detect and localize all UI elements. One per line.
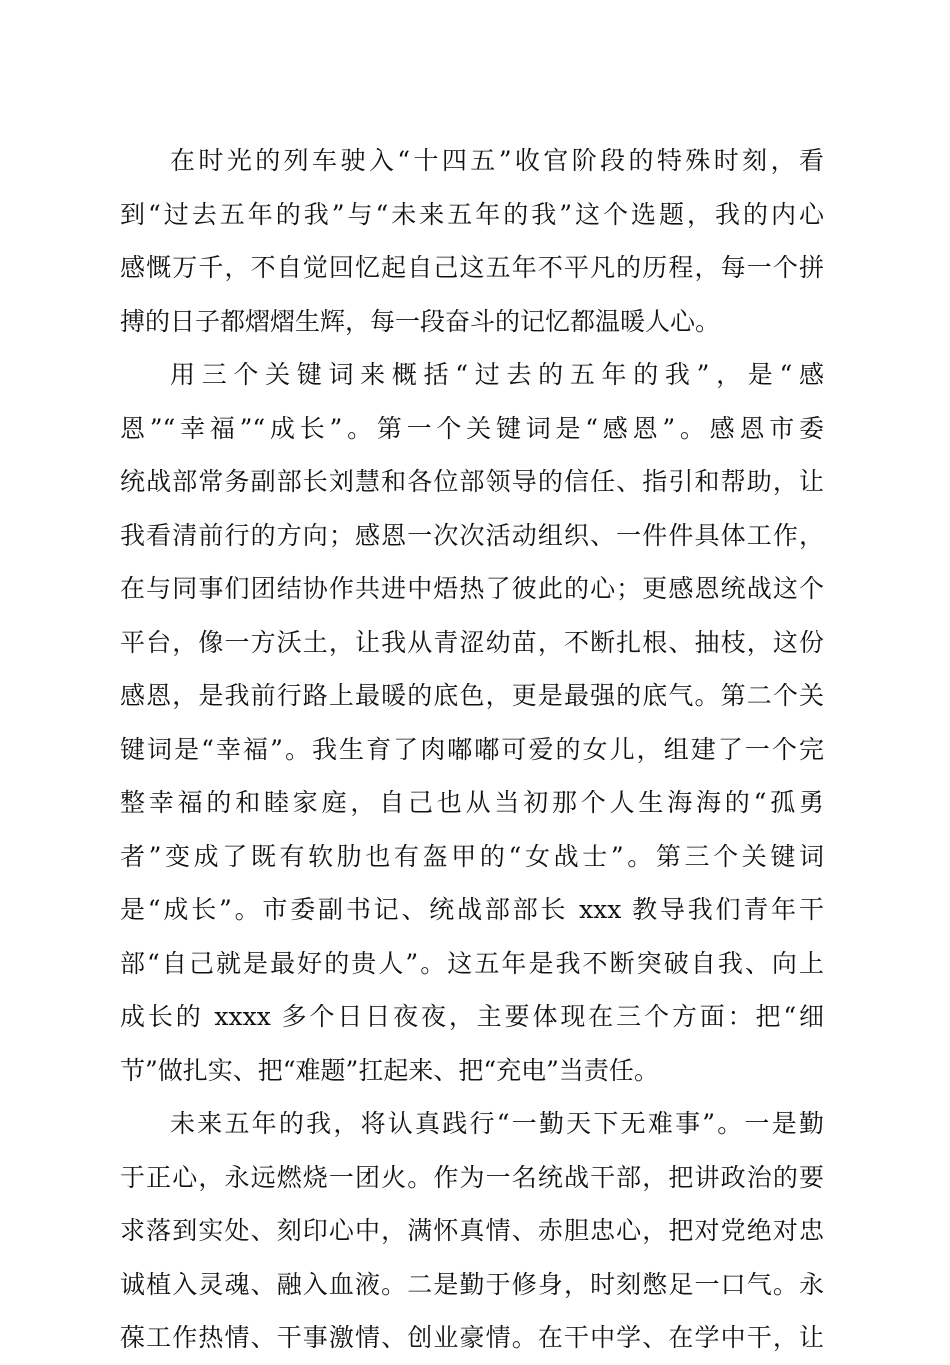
text-line: 者”变成了既有软肋也有盔甲的“女战士”。第三个关键词 — [120, 841, 824, 871]
paragraph-2 — [120, 348, 824, 1097]
text-line: 我看清前行的方向；感恩一次次活动组织、一件件具体工作， — [120, 520, 824, 550]
text-line: 诚植入灵魂、融入血液。二是勤于修身，时刻憋足一口气。永 — [120, 1269, 824, 1299]
text-line: 葆工作热情、干事激情、创业豪情。在干中学、在学中干，让 — [120, 1323, 824, 1352]
text-line: 于正心，永远燃烧一团火。作为一名统战干部，把讲政治的要 — [120, 1162, 824, 1192]
text-line: 统战部常务副部长刘慧和各位部领导的信任、指引和帮助，让 — [120, 467, 824, 496]
text-line: 节”做扎实、把“难题”扛起来、把“充电”当责任。 — [120, 1055, 659, 1085]
paragraph-3 — [120, 1097, 824, 1365]
text-line: 整幸福的和睦家庭，自己也从当初那个人生海海的“孤勇 — [120, 788, 824, 817]
text-line: 用三个关键词来概括“过去的五年的我”，是“感 — [170, 360, 824, 389]
text-line: 搏的日子都熠熠生辉，每一段奋斗的记忆都温暖人心。 — [120, 306, 721, 336]
text-line: 是“成长”。市委副书记、统战部部长 xxx 教导我们青年干 — [120, 895, 824, 924]
text-line: 到“过去五年的我”与“未来五年的我”这个选题，我的内心 — [120, 199, 824, 229]
text-line: 部“自己就是最好的贵人”。这五年是我不断突破自我、向上 — [120, 948, 824, 978]
text-line: 感慨万千，不自觉回忆起自己这五年不平凡的历程，每一个拼 — [120, 253, 824, 282]
text-line: 在时光的列车驶入“十四五”收官阶段的特殊时刻，看 — [170, 146, 824, 175]
text-line: 恩”“幸福”“成长”。第一个关键词是“感恩”。感恩市委 — [120, 413, 824, 443]
text-line: 求落到实处、刻印心中，满怀真情、赤胆忠心，把对党绝对忠 — [120, 1216, 824, 1245]
text-line: 键词是“幸福”。我生育了肉嘟嘟可爱的女儿，组建了一个完 — [120, 734, 824, 764]
paragraph-1 — [120, 134, 824, 348]
text-line: 在与同事们团结协作共进中焐热了彼此的心；更感恩统战这个 — [120, 574, 824, 603]
text-line: 平台，像一方沃土，让我从青涩幼苗，不断扎根、抽枝，这份 — [120, 627, 824, 657]
document-body — [120, 134, 824, 1365]
text-line: 成长的 xxxx 多个日日夜夜，主要体现在三个方面：把“细 — [120, 1002, 824, 1031]
text-line: 感恩，是我前行路上最暖的底色，更是最强的底气。第二个关 — [120, 681, 824, 710]
text-line: 未来五年的我，将认真践行“一勤天下无难事”。一是勤 — [170, 1109, 824, 1138]
